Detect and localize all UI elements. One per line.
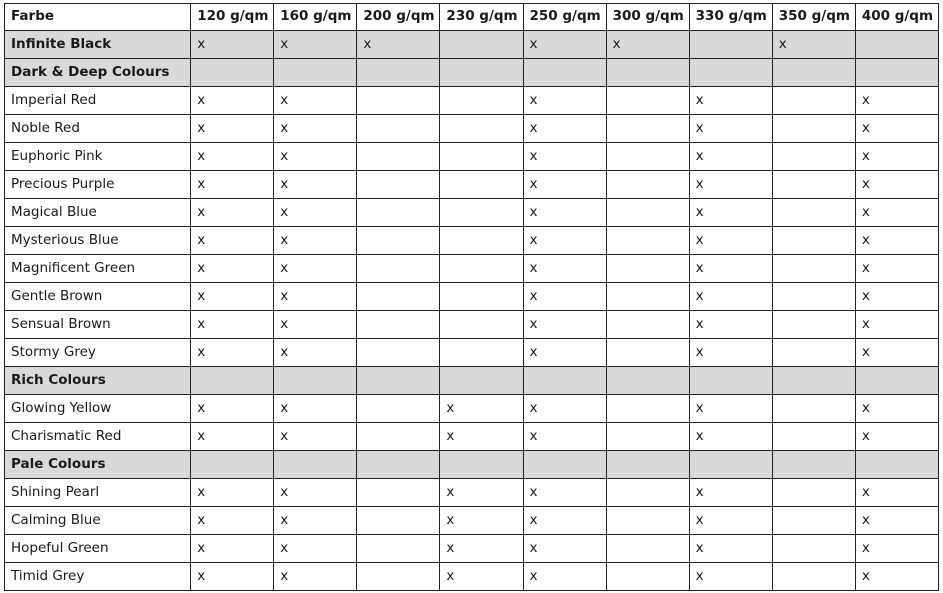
table-group-row	[5, 367, 939, 395]
availability-cell: x	[523, 227, 606, 255]
availability-cell	[772, 507, 855, 535]
availability-cell	[357, 59, 440, 87]
availability-cell: x	[606, 31, 689, 59]
availability-cell	[689, 31, 772, 59]
table-row	[5, 87, 939, 115]
availability-cell	[357, 87, 440, 115]
availability-cell	[523, 59, 606, 87]
colour-name: Charismatic Red	[5, 423, 191, 451]
availability-cell	[855, 59, 938, 87]
availability-cell	[772, 59, 855, 87]
availability-cell	[440, 59, 523, 87]
table-row	[5, 115, 939, 143]
availability-cell: x	[689, 311, 772, 339]
availability-cell	[606, 535, 689, 563]
availability-cell: x	[523, 311, 606, 339]
availability-cell: x	[855, 143, 938, 171]
availability-cell: x	[523, 395, 606, 423]
availability-cell: x	[440, 423, 523, 451]
availability-cell: x	[689, 339, 772, 367]
column-header-weight: 350 g/qm	[772, 4, 855, 31]
column-header-weight: 400 g/qm	[855, 4, 938, 31]
availability-cell: x	[855, 311, 938, 339]
availability-cell	[440, 339, 523, 367]
table-row	[5, 255, 939, 283]
availability-cell: x	[523, 31, 606, 59]
availability-cell	[772, 563, 855, 591]
availability-cell: x	[855, 171, 938, 199]
availability-cell: x	[855, 535, 938, 563]
availability-cell: x	[274, 199, 357, 227]
availability-cell	[606, 507, 689, 535]
availability-cell	[523, 451, 606, 479]
availability-table	[4, 3, 939, 591]
availability-cell	[440, 367, 523, 395]
availability-cell: x	[855, 87, 938, 115]
table-row	[5, 311, 939, 339]
column-header-weight: 300 g/qm	[606, 4, 689, 31]
availability-cell: x	[523, 115, 606, 143]
availability-cell: x	[523, 171, 606, 199]
availability-cell: x	[440, 479, 523, 507]
availability-cell: x	[523, 423, 606, 451]
table-row	[5, 199, 939, 227]
availability-cell	[772, 479, 855, 507]
colour-name: Glowing Yellow	[5, 395, 191, 423]
availability-cell	[606, 255, 689, 283]
availability-cell	[606, 171, 689, 199]
availability-cell: x	[855, 255, 938, 283]
colour-name: Timid Grey	[5, 563, 191, 591]
availability-cell	[772, 395, 855, 423]
availability-cell: x	[274, 507, 357, 535]
availability-cell	[689, 59, 772, 87]
colour-name: Gentle Brown	[5, 283, 191, 311]
availability-cell	[191, 451, 274, 479]
availability-cell	[606, 143, 689, 171]
availability-cell: x	[274, 311, 357, 339]
availability-cell	[440, 87, 523, 115]
colour-name: Euphoric Pink	[5, 143, 191, 171]
availability-cell	[606, 283, 689, 311]
availability-cell: x	[523, 255, 606, 283]
availability-cell: x	[523, 563, 606, 591]
availability-cell: x	[191, 115, 274, 143]
availability-cell	[606, 311, 689, 339]
colour-name: Shining Pearl	[5, 479, 191, 507]
availability-cell	[440, 283, 523, 311]
availability-cell: x	[274, 227, 357, 255]
availability-cell	[606, 227, 689, 255]
availability-cell: x	[274, 87, 357, 115]
table-row	[5, 395, 939, 423]
availability-cell	[855, 451, 938, 479]
availability-cell	[772, 535, 855, 563]
availability-cell	[606, 339, 689, 367]
availability-cell: x	[191, 227, 274, 255]
availability-cell	[689, 451, 772, 479]
column-header-weight: 230 g/qm	[440, 4, 523, 31]
availability-cell	[440, 143, 523, 171]
availability-cell	[274, 59, 357, 87]
column-header-weight: 200 g/qm	[357, 4, 440, 31]
availability-cell: x	[689, 283, 772, 311]
table-row	[5, 423, 939, 451]
colour-name: Imperial Red	[5, 87, 191, 115]
availability-cell: x	[191, 339, 274, 367]
availability-cell	[772, 339, 855, 367]
availability-cell	[357, 311, 440, 339]
availability-cell: x	[689, 423, 772, 451]
availability-cell: x	[689, 143, 772, 171]
availability-cell: x	[689, 479, 772, 507]
availability-cell: x	[689, 507, 772, 535]
availability-cell: x	[440, 507, 523, 535]
availability-cell	[440, 255, 523, 283]
availability-cell: x	[274, 535, 357, 563]
colour-name: Magnificent Green	[5, 255, 191, 283]
group-label: Infinite Black	[5, 31, 191, 59]
availability-cell	[772, 255, 855, 283]
availability-cell	[772, 423, 855, 451]
availability-cell	[606, 479, 689, 507]
availability-cell: x	[191, 255, 274, 283]
availability-cell	[772, 311, 855, 339]
availability-cell	[357, 115, 440, 143]
table-row	[5, 283, 939, 311]
availability-cell: x	[523, 143, 606, 171]
availability-cell: x	[440, 563, 523, 591]
availability-cell	[689, 367, 772, 395]
availability-cell	[357, 423, 440, 451]
column-header-weight: 120 g/qm	[191, 4, 274, 31]
colour-name: Stormy Grey	[5, 339, 191, 367]
availability-cell: x	[191, 199, 274, 227]
availability-cell	[357, 395, 440, 423]
availability-cell	[606, 563, 689, 591]
availability-cell	[772, 171, 855, 199]
availability-cell	[440, 199, 523, 227]
availability-cell	[440, 227, 523, 255]
availability-cell	[855, 31, 938, 59]
table-body	[5, 31, 939, 591]
availability-cell: x	[274, 31, 357, 59]
availability-cell	[772, 143, 855, 171]
availability-cell	[357, 227, 440, 255]
availability-cell: x	[855, 283, 938, 311]
availability-cell	[440, 171, 523, 199]
availability-cell	[772, 367, 855, 395]
availability-cell	[357, 199, 440, 227]
column-header-weight: 330 g/qm	[689, 4, 772, 31]
table-row	[5, 171, 939, 199]
availability-cell	[440, 311, 523, 339]
availability-cell	[772, 451, 855, 479]
availability-cell	[440, 31, 523, 59]
availability-cell: x	[191, 423, 274, 451]
colour-name: Sensual Brown	[5, 311, 191, 339]
availability-cell	[357, 507, 440, 535]
availability-cell	[357, 479, 440, 507]
availability-cell: x	[855, 339, 938, 367]
table-group-row	[5, 451, 939, 479]
colour-name: Precious Purple	[5, 171, 191, 199]
table-row	[5, 479, 939, 507]
colour-name: Hopeful Green	[5, 535, 191, 563]
availability-cell: x	[855, 479, 938, 507]
availability-cell: x	[855, 563, 938, 591]
availability-cell	[772, 227, 855, 255]
availability-cell: x	[523, 535, 606, 563]
colour-name: Calming Blue	[5, 507, 191, 535]
availability-cell	[357, 367, 440, 395]
availability-cell	[772, 87, 855, 115]
availability-cell	[855, 367, 938, 395]
availability-cell: x	[689, 227, 772, 255]
column-header-weight: 160 g/qm	[274, 4, 357, 31]
table-row	[5, 143, 939, 171]
availability-cell	[357, 535, 440, 563]
availability-cell: x	[357, 31, 440, 59]
availability-cell: x	[191, 535, 274, 563]
availability-cell	[357, 143, 440, 171]
availability-cell	[191, 59, 274, 87]
availability-cell	[606, 87, 689, 115]
availability-cell: x	[689, 87, 772, 115]
availability-cell: x	[191, 283, 274, 311]
table-row	[5, 563, 939, 591]
group-label: Dark & Deep Colours	[5, 59, 191, 87]
availability-cell: x	[689, 255, 772, 283]
availability-cell: x	[274, 171, 357, 199]
availability-cell	[357, 451, 440, 479]
table-row	[5, 339, 939, 367]
availability-cell: x	[855, 227, 938, 255]
availability-cell: x	[689, 199, 772, 227]
availability-cell	[772, 199, 855, 227]
availability-cell: x	[523, 283, 606, 311]
availability-cell: x	[191, 31, 274, 59]
availability-cell: x	[689, 563, 772, 591]
table-row	[5, 507, 939, 535]
availability-cell	[357, 171, 440, 199]
availability-cell	[440, 451, 523, 479]
availability-cell	[606, 59, 689, 87]
availability-cell: x	[689, 171, 772, 199]
availability-cell	[523, 367, 606, 395]
availability-cell: x	[274, 255, 357, 283]
table-row	[5, 227, 939, 255]
availability-cell	[606, 451, 689, 479]
availability-cell: x	[274, 395, 357, 423]
availability-cell: x	[274, 339, 357, 367]
availability-cell: x	[440, 395, 523, 423]
availability-cell: x	[523, 339, 606, 367]
availability-cell: x	[855, 115, 938, 143]
table-header-row	[5, 4, 939, 31]
colour-name: Noble Red	[5, 115, 191, 143]
availability-cell	[606, 367, 689, 395]
table-header	[5, 4, 939, 31]
group-label: Pale Colours	[5, 451, 191, 479]
availability-cell: x	[855, 423, 938, 451]
availability-cell	[606, 199, 689, 227]
availability-cell	[274, 367, 357, 395]
availability-cell: x	[855, 395, 938, 423]
availability-cell	[606, 115, 689, 143]
availability-cell: x	[191, 311, 274, 339]
table-group-row	[5, 59, 939, 87]
availability-cell: x	[191, 87, 274, 115]
availability-cell: x	[523, 199, 606, 227]
availability-cell: x	[523, 507, 606, 535]
availability-cell: x	[689, 115, 772, 143]
group-label: Rich Colours	[5, 367, 191, 395]
availability-cell: x	[855, 199, 938, 227]
availability-cell: x	[689, 535, 772, 563]
availability-cell: x	[523, 479, 606, 507]
availability-cell: x	[440, 535, 523, 563]
table-row	[5, 535, 939, 563]
table-group-row	[5, 31, 939, 59]
availability-cell	[772, 283, 855, 311]
availability-cell: x	[523, 87, 606, 115]
availability-cell: x	[191, 563, 274, 591]
availability-cell: x	[274, 143, 357, 171]
availability-cell: x	[855, 507, 938, 535]
colour-name: Mysterious Blue	[5, 227, 191, 255]
availability-cell: x	[274, 479, 357, 507]
availability-cell: x	[191, 507, 274, 535]
availability-cell: x	[274, 115, 357, 143]
availability-cell: x	[274, 283, 357, 311]
availability-cell: x	[274, 423, 357, 451]
availability-cell	[357, 283, 440, 311]
availability-cell: x	[191, 171, 274, 199]
availability-cell	[606, 423, 689, 451]
column-header-colour: Farbe	[5, 4, 191, 31]
availability-cell	[606, 395, 689, 423]
availability-cell: x	[191, 143, 274, 171]
availability-cell	[357, 563, 440, 591]
availability-cell	[357, 255, 440, 283]
availability-cell: x	[191, 479, 274, 507]
column-header-weight: 250 g/qm	[523, 4, 606, 31]
availability-cell: x	[689, 395, 772, 423]
availability-cell	[357, 339, 440, 367]
availability-cell	[274, 451, 357, 479]
availability-cell: x	[772, 31, 855, 59]
colour-name: Magical Blue	[5, 199, 191, 227]
availability-cell: x	[191, 395, 274, 423]
availability-cell	[772, 115, 855, 143]
availability-cell	[191, 367, 274, 395]
availability-cell: x	[274, 563, 357, 591]
availability-cell	[440, 115, 523, 143]
